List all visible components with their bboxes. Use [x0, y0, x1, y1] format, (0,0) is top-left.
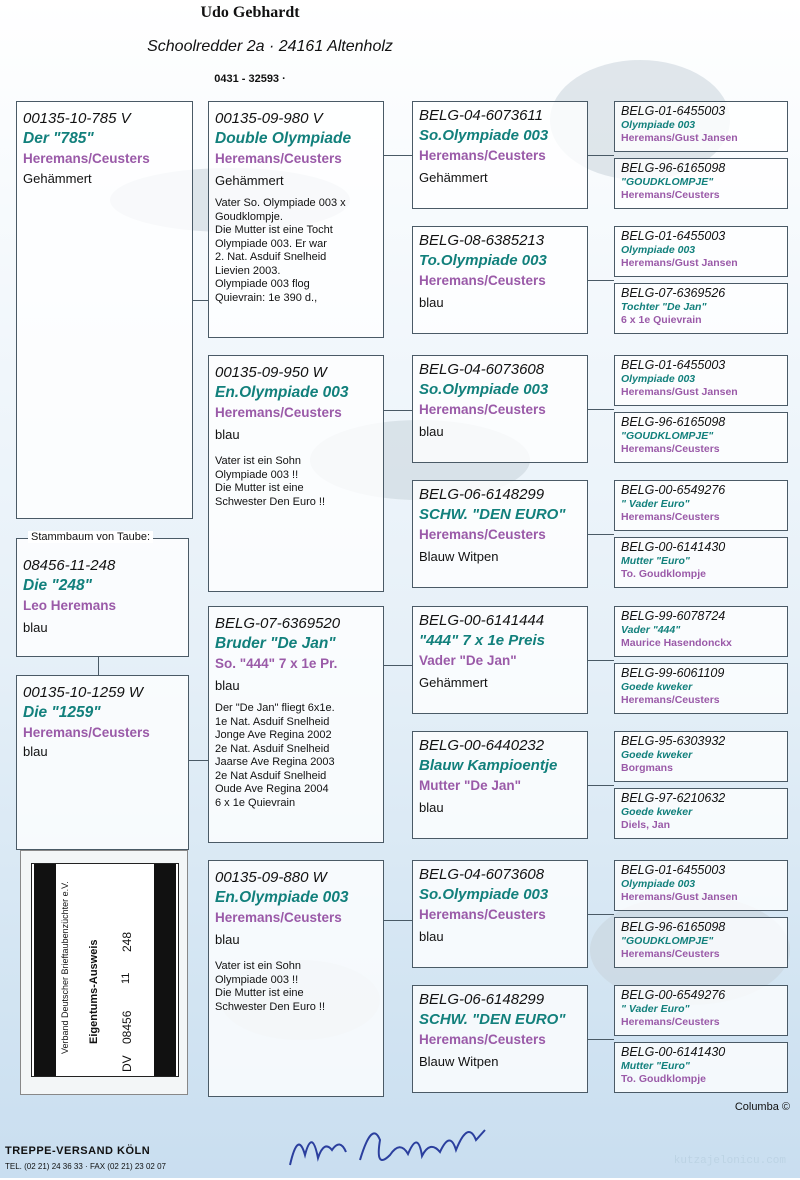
gen4-pigeon — [614, 412, 788, 463]
pigeon-name: Double Olympiade — [215, 130, 352, 147]
brand-label: Columba © — [734, 1101, 790, 1113]
connector-line — [588, 534, 614, 535]
pigeon-color: blau — [419, 424, 444, 439]
ring-number: BELG-08-6385213 — [419, 232, 545, 249]
pigeon-name: Olympiade 003 — [621, 373, 696, 385]
pigeon-name: Olympiade 003 — [621, 878, 696, 890]
card-pattern-band — [34, 864, 56, 1076]
breeder: Heremans/Ceusters — [621, 694, 720, 706]
ring-number: BELG-00-6141430 — [621, 540, 726, 554]
card-face — [31, 863, 179, 1077]
breeder: Heremans/Ceusters — [419, 402, 546, 417]
ring-number: BELG-96-6165098 — [621, 161, 726, 175]
ring-number: BELG-04-6073611 — [419, 107, 543, 124]
ring-number: 08456-11-248 — [23, 557, 116, 574]
ring-number: BELG-01-6455003 — [621, 358, 726, 372]
gen4-pigeon — [614, 860, 788, 911]
connector-line — [384, 155, 412, 156]
gen4-pigeon — [614, 917, 788, 968]
pigeon-name: "444" 7 x 1e Preis — [419, 632, 545, 649]
gen3-pigeon — [412, 101, 588, 209]
breeder: Diels, Jan — [621, 819, 671, 831]
connector-line — [588, 155, 614, 156]
ring-number: BELG-04-6073608 — [419, 866, 545, 883]
ring-number: BELG-01-6455003 — [621, 229, 726, 243]
pigeon-color: Gehämmert — [23, 171, 92, 186]
pigeon-color: blau — [23, 744, 48, 759]
ring-number: BELG-00-6549276 — [621, 988, 726, 1002]
pigeon-name: Goede kweker — [621, 681, 693, 693]
pigeon-name: " Vader Euro" — [621, 1003, 690, 1015]
pigeon-name: Die "248" — [23, 577, 92, 594]
connector-line — [588, 409, 614, 410]
ring-number: BELG-00-6141444 — [419, 612, 545, 629]
ring-number: 00135-09-880 W — [215, 869, 327, 886]
gen4-pigeon — [614, 537, 788, 588]
pigeon-name: Tochter "De Jan" — [621, 301, 707, 313]
card-year: 11 — [120, 972, 132, 984]
gen4-pigeon — [614, 985, 788, 1036]
gen3-pigeon — [412, 985, 588, 1093]
gen4-pigeon — [614, 101, 788, 152]
gen3-pigeon — [412, 226, 588, 334]
pigeon-name: Mutter "Euro" — [621, 555, 690, 567]
pigeon-name: Der "785" — [23, 130, 94, 147]
pigeon-name: Olympiade 003 — [621, 119, 696, 131]
breeder: Heremans/Ceusters — [419, 273, 546, 288]
ring-number: BELG-01-6455003 — [621, 104, 726, 118]
breeder: Heremans/Ceusters — [215, 910, 342, 925]
gen4-pigeon — [614, 663, 788, 714]
breeder: Heremans/Ceusters — [621, 443, 720, 455]
gen3-pigeon — [412, 480, 588, 588]
sibling-dam-box — [208, 860, 384, 1097]
breeder: Heremans/Ceusters — [621, 1016, 720, 1028]
breeder: Leo Heremans — [23, 598, 117, 613]
connector-line — [588, 914, 614, 915]
breeder: Heremans/Ceusters — [23, 151, 150, 166]
ring-number: BELG-04-6073608 — [419, 361, 545, 378]
ring-number: 00135-09-980 V — [215, 110, 323, 127]
card-org: Verband Deutscher Brieftaubenzüchter e.V. — [60, 881, 70, 1054]
ring-number: BELG-97-6210632 — [621, 791, 726, 805]
breeder: To. Goudklompje — [621, 568, 706, 580]
dam-notes: Vater ist ein Sohn Olympiade 003 !! Die Mutter ist eine Schwester Den Euro !! — [215, 455, 326, 508]
pigeon-color: blau — [215, 427, 240, 442]
breeder: Heremans/Ceusters — [23, 725, 150, 740]
signature-graphic — [280, 1110, 500, 1180]
pigeon-name: So.Olympiade 003 — [419, 381, 549, 398]
owner-address: Schoolredder 2a · 24161 Altenholz — [147, 38, 393, 55]
shop-name: TREPPE-VERSAND KÖLN — [5, 1145, 151, 1157]
gen3-pigeon — [412, 731, 588, 839]
breeder: Heremans/Ceusters — [419, 907, 546, 922]
site-watermark: kutzajelonicu.com — [673, 1155, 786, 1167]
breeder: Borgmans — [621, 762, 673, 774]
ring-number: BELG-99-6078724 — [621, 609, 726, 623]
pedigree-pigeon — [16, 101, 193, 519]
pigeon-name: En.Olympiade 003 — [215, 889, 349, 906]
breeder: Maurice Hasendonckx — [621, 637, 732, 649]
breeder: Heremans/Gust Jansen — [621, 257, 738, 269]
shop-contact: TEL. (02 21) 24 36 33 · FAX (02 21) 23 02 07 — [5, 1162, 166, 1171]
breeder: Heremans/Gust Jansen — [621, 132, 738, 144]
card-club: 08456 — [120, 1010, 134, 1044]
breeder: Heremans/Ceusters — [419, 1032, 546, 1047]
ring-number: BELG-01-6455003 — [621, 863, 726, 877]
ring-number: BELG-07-6369520 — [215, 615, 341, 632]
ring-number: BELG-00-6141430 — [621, 1045, 726, 1059]
sire-box — [208, 101, 384, 338]
pigeon-name: To.Olympiade 003 — [419, 252, 547, 269]
breeder: Heremans/Ceusters — [419, 527, 546, 542]
pigeon-color: Gehämmert — [419, 170, 488, 185]
ring-number: 00135-10-1259 W — [23, 684, 144, 701]
pigeon-name: "GOUDKLOMPJE" — [621, 935, 714, 947]
breeder: 6 x 1e Quievrain — [621, 314, 702, 326]
ring-number: BELG-06-6148299 — [419, 991, 545, 1008]
connector-line — [588, 1039, 614, 1040]
card-country: DV — [120, 1055, 134, 1072]
connector-line — [98, 657, 99, 675]
gen4-pigeon — [614, 283, 788, 334]
pigeon-name: So.Olympiade 003 — [419, 127, 549, 144]
breeder: Heremans/Gust Jansen — [621, 891, 738, 903]
card-title: Eigentums-Ausweis — [88, 939, 100, 1044]
pigeon-name: "GOUDKLOMPJE" — [621, 176, 714, 188]
pigeon-color: blau — [215, 678, 240, 693]
breeder: To. Goudklompje — [621, 1073, 706, 1085]
card-pattern-band — [154, 864, 176, 1076]
gen4-pigeon — [614, 355, 788, 406]
breeder: Heremans/Ceusters — [621, 189, 720, 201]
ring-number: BELG-96-6165098 — [621, 415, 726, 429]
connector-line — [192, 300, 208, 301]
ring-number: BELG-00-6440232 — [419, 737, 545, 754]
breeder: Heremans/Ceusters — [419, 148, 546, 163]
pigeon-name: Goede kweker — [621, 749, 693, 761]
pigeon-color: blau — [23, 620, 48, 635]
pigeon-name: Goede kweker — [621, 806, 693, 818]
ring-number: BELG-99-6061109 — [621, 666, 725, 680]
gen4-pigeon — [614, 606, 788, 657]
ring-number: BELG-96-6165098 — [621, 920, 726, 934]
owner-phone: 0431 - 32593 · — [214, 73, 286, 85]
sibling-sire-box — [208, 606, 384, 843]
connector-line — [588, 280, 614, 281]
ring-number: BELG-07-6369526 — [621, 286, 726, 300]
ring-number: 00135-10-785 V — [23, 110, 131, 127]
breeder: Vader "De Jan" — [419, 653, 517, 668]
connector-line — [588, 785, 614, 786]
breeder: Heremans/Gust Jansen — [621, 386, 738, 398]
ring-number: BELG-95-6303932 — [621, 734, 726, 748]
breeder: Heremans/Ceusters — [621, 948, 720, 960]
connector-line — [384, 410, 412, 411]
pigeon-name: En.Olympiade 003 — [215, 384, 349, 401]
ring-number: BELG-00-6549276 — [621, 483, 726, 497]
sibling-1259 — [16, 675, 189, 850]
gen4-pigeon — [614, 158, 788, 209]
connector-line — [384, 920, 412, 921]
owner-name: Udo Gebhardt — [200, 4, 300, 21]
ring-number: BELG-06-6148299 — [419, 486, 545, 503]
pigeon-color: Blauw Witpen — [419, 549, 499, 564]
gen4-pigeon — [614, 731, 788, 782]
pigeon-name: So.Olympiade 003 — [419, 886, 549, 903]
pigeon-name: SCHW. "DEN EURO" — [419, 1011, 566, 1028]
stammbaum-label: Stammbaum von Taube: — [28, 531, 153, 543]
connector-line — [588, 660, 614, 661]
connector-line — [188, 760, 208, 761]
breeder: So. "444" 7 x 1e Pr. — [215, 656, 338, 671]
ring-number: 00135-09-950 W — [215, 364, 327, 381]
pigeon-color: blau — [215, 932, 240, 947]
pigeon-color: Blauw Witpen — [419, 1054, 499, 1069]
sire-notes: Vater So. Olympiade 003 x Goudklompje. Die Mutter ist eine Tocht Olympiade 003. Er war 2. Nat. Asduif Snelheid Lievien 2003. Olympiade 003 flog Quievrain: 1e 390 d., — [215, 197, 346, 304]
card-number: 248 — [120, 931, 134, 952]
pigeon-color: blau — [419, 295, 444, 310]
gen4-pigeon — [614, 1042, 788, 1093]
gen4-pigeon — [614, 788, 788, 839]
pigeon-color: blau — [419, 929, 444, 944]
gen3-pigeon — [412, 355, 588, 463]
sibling-dam-notes: Vater ist ein Sohn Olympiade 003 !! Die Mutter ist eine Schwester Den Euro !! — [215, 960, 326, 1013]
breeder: Heremans/Ceusters — [621, 511, 720, 523]
pigeon-name: Die "1259" — [23, 704, 101, 721]
pigeon-name: Olympiade 003 — [621, 244, 696, 256]
pigeon-name: " Vader Euro" — [621, 498, 690, 510]
gen4-pigeon — [614, 480, 788, 531]
breeder: Heremans/Ceusters — [215, 151, 342, 166]
dam-box — [208, 355, 384, 592]
pigeon-name: Mutter "Euro" — [621, 1060, 690, 1072]
pigeon-name: Bruder "De Jan" — [215, 635, 336, 652]
pigeon-color: blau — [419, 800, 444, 815]
pigeon-name: "GOUDKLOMPJE" — [621, 430, 714, 442]
gen4-pigeon — [614, 226, 788, 277]
pigeon-color: Gehämmert — [215, 173, 284, 188]
pigeon-name: SCHW. "DEN EURO" — [419, 506, 566, 523]
pigeon-name: Blauw Kampioentje — [419, 757, 558, 774]
connector-line — [384, 665, 412, 666]
ownership-card — [20, 850, 188, 1095]
sibling-248 — [16, 538, 189, 657]
sibling-sire-notes: Der "De Jan" fliegt 6x1e. 1e Nat. Asduif Snelheid Jonge Ave Regina 2002 2e Nat. Asduif Snelheid Jaarse Ave Regina 2003 2e Nat Asduif Snelheid Oude Ave Regina 2004 6 x 1e Quievrain — [215, 702, 335, 809]
breeder: Heremans/Ceusters — [215, 405, 342, 420]
gen3-pigeon — [412, 860, 588, 968]
gen3-pigeon — [412, 606, 588, 714]
pigeon-name: Vader "444" — [621, 624, 681, 636]
breeder: Mutter "De Jan" — [419, 778, 522, 793]
pigeon-color: Gehämmert — [419, 675, 488, 690]
